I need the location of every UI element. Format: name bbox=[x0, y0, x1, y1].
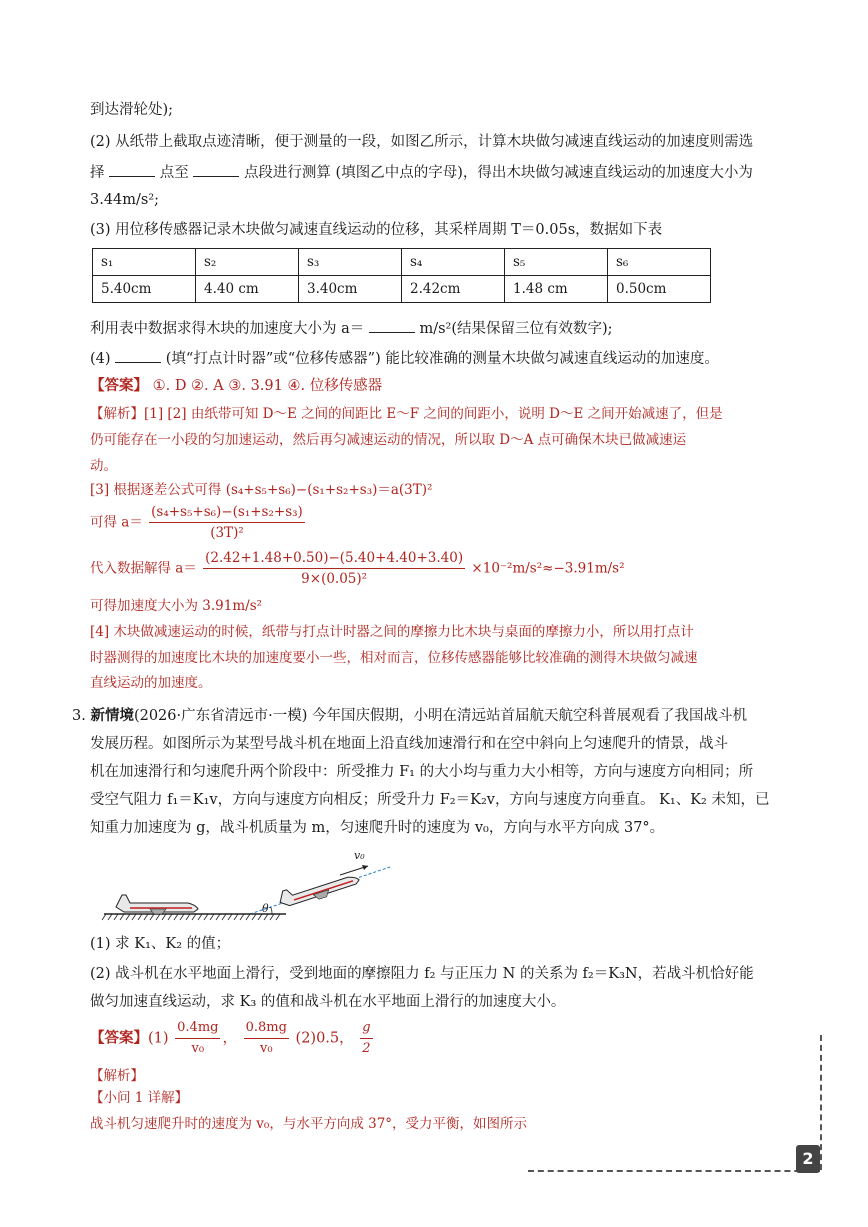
text-line: 3.44m/s²; bbox=[90, 192, 160, 208]
fraction-numerator: 0.4mg bbox=[175, 1018, 220, 1039]
theta-label: θ bbox=[262, 902, 269, 915]
text-span: (填“打点计时器”或“位移传感器”) 能比较准确的测量木块做匀减速直线运动的加速度。 bbox=[165, 351, 719, 367]
analysis-line: 【解析】[1] [2] 由纸带可知 D～E 之间的间距比 E～F 之间的间距小，说明 D～E 之间开始减速了，但是 bbox=[90, 406, 723, 422]
page-border-dashed bbox=[820, 1035, 822, 1170]
answer-blank bbox=[109, 162, 155, 177]
fraction-denominator: v₀ bbox=[259, 1041, 273, 1056]
table-cell: s₁ bbox=[93, 249, 196, 276]
table-cell: 3.40cm bbox=[299, 276, 402, 303]
ground-hatching bbox=[102, 914, 280, 920]
table-cell: s₆ bbox=[608, 249, 711, 276]
question-tag: 新情境 bbox=[90, 707, 134, 724]
formula-prefix: 代入数据解得 a＝ bbox=[90, 560, 197, 577]
table-cell: s₂ bbox=[196, 249, 299, 276]
answer-line bbox=[90, 1018, 375, 1059]
question-line: (2) 战斗机在水平地面上滑行，受到地面的摩擦阻力 f₂ 与正压力 N 的关系为 f₂＝K₃N，若战斗机恰好能 bbox=[90, 966, 754, 982]
answer-text: ①. D ②. A ③. 3.91 ④. 位移传感器 bbox=[148, 378, 383, 394]
ground-plane-icon bbox=[116, 895, 198, 914]
analysis-tag: 【解析】 bbox=[90, 1068, 144, 1084]
text-line bbox=[90, 348, 719, 369]
text-span: 点至 bbox=[159, 165, 189, 181]
question-line: 发展历程。如图所示为某型号战斗机在地面上沿直线加速滑行和在空中斜向上匀速爬升的情景，战斗 bbox=[90, 736, 728, 752]
table-cell: 4.40 cm bbox=[196, 276, 299, 303]
table-cell: s₃ bbox=[299, 249, 402, 276]
text-span: 利用表中数据求得木块的加速度大小为 a＝ bbox=[90, 321, 365, 337]
text-span: 点段进行测算 (填图乙中点的字母)，得出木块做匀减速直线运动的加速度大小为 bbox=[243, 165, 753, 181]
analysis-line: 时器测得的加速度比木块的加速度要小一些，相对而言，位移传感器能够比较准确的测得木块做匀减速 bbox=[90, 650, 698, 666]
formula-line bbox=[90, 502, 307, 543]
analysis-line: 战斗机匀速爬升时的速度为 v₀，与水平方向成 37°，受力平衡，如图所示 bbox=[90, 1116, 528, 1132]
analysis-line: [4] 木块做减速运动的时候，纸带与打点计时器之间的摩擦力比木块与桌面的摩擦力小，所以用打点计 bbox=[90, 624, 694, 640]
text-span: 择 bbox=[90, 165, 105, 181]
question-line: 机在加速滑行和匀速爬升两个阶段中：所受推力 F₁ 的大小均与重力大小相等，方向与速度方向相同；所 bbox=[90, 764, 754, 780]
subquestion-tag: 【小问 1 详解】 bbox=[90, 1090, 189, 1106]
answer-line bbox=[90, 376, 382, 396]
text-line: (3) 用位移传感器记录木块做匀减速直线运动的位移，其采样周期 T＝0.05s，数据如下表 bbox=[90, 222, 663, 238]
formula-suffix: ×10⁻²m/s²≈−3.91m/s² bbox=[471, 560, 625, 577]
fraction-numerator: g bbox=[360, 1018, 372, 1039]
analysis-line: [3] 根据逐差公式可得 (s₄+s₅+s₆)−(s₁+s₂+s₃)＝a(3T)² bbox=[90, 482, 433, 498]
text-line bbox=[90, 318, 613, 339]
formula-prefix: 可得 a＝ bbox=[90, 514, 143, 531]
analysis-line: 动。 bbox=[90, 458, 117, 474]
answer-blank bbox=[115, 348, 161, 363]
answer-blank bbox=[369, 318, 415, 333]
fraction bbox=[149, 502, 305, 543]
question-line: 受空气阻力 f₁＝K₁v，方向与速度方向相反；所受升力 F₂＝K₂v，方向与速度方向垂直。 K₁、K₂ 未知，已 bbox=[90, 792, 770, 808]
table-cell: s₅ bbox=[505, 249, 608, 276]
fraction-numerator: (s₄+s₅+s₆)−(s₁+s₂+s₃) bbox=[149, 502, 305, 523]
table-header-row bbox=[93, 249, 711, 276]
analysis-line: 可得加速度大小为 3.91m/s² bbox=[90, 598, 263, 614]
answer-text: ， bbox=[222, 1030, 237, 1047]
page-number: 2 bbox=[796, 1145, 820, 1173]
table-cell: s₄ bbox=[402, 249, 505, 276]
fighter-jet-figure bbox=[100, 845, 400, 925]
fraction bbox=[360, 1018, 372, 1059]
v0-label: v₀ bbox=[354, 849, 365, 862]
table-row bbox=[93, 276, 711, 303]
fraction-denominator: (3T)² bbox=[210, 525, 244, 541]
analysis-line: 仍可能存在一小段的匀加速运动，然后再匀减速运动的情况，所以取 D～A 点可确保木块已做减速运 bbox=[90, 432, 687, 448]
analysis-line: 直线运动的加速度。 bbox=[90, 675, 212, 691]
angle-arc bbox=[270, 907, 272, 914]
question-line bbox=[72, 706, 747, 726]
text-span: (4) bbox=[90, 351, 111, 367]
climbing-plane-icon bbox=[277, 868, 361, 911]
answer-text: (2)0.5， bbox=[295, 1030, 354, 1047]
table-cell: 0.50cm bbox=[608, 276, 711, 303]
fraction-numerator: (2.42+1.48+0.50)−(5.40+4.40+3.40) bbox=[203, 548, 465, 569]
formula-line bbox=[90, 548, 625, 589]
fraction-denominator: 9×(0.05)² bbox=[301, 571, 368, 587]
text-span: (2026·广东省清远市·一模) 今年国庆假期，小明在清远站首届航天航空科普展观看了我国战斗机 bbox=[133, 708, 747, 724]
table-cell: 5.40cm bbox=[93, 276, 196, 303]
fraction bbox=[175, 1018, 220, 1059]
answer-blank bbox=[193, 162, 239, 177]
text-line: (2) 从纸带上截取点迹清晰，便于测量的一段，如图乙所示，计算木块做匀减速直线运动的加速度则需选 bbox=[90, 134, 754, 150]
table-cell: 2.42cm bbox=[402, 276, 505, 303]
answer-text: (1) bbox=[148, 1030, 169, 1047]
answer-tag: 【答案】 bbox=[90, 1029, 148, 1047]
question-line: 知重力加速度为 g，战斗机质量为 m，匀速爬升时的速度为 v₀，方向与水平方向成 37°。 bbox=[90, 820, 665, 836]
page-border-dashed bbox=[528, 1170, 820, 1172]
data-table bbox=[92, 248, 711, 303]
fraction bbox=[244, 1018, 289, 1059]
text-line: 到达滑轮处); bbox=[90, 102, 174, 118]
fraction-denominator: 2 bbox=[362, 1041, 371, 1056]
question-number: 3. bbox=[72, 708, 86, 724]
question-line: 做匀加速直线运动，求 K₃ 的值和战斗机在水平地面上滑行的加速度大小。 bbox=[90, 994, 566, 1010]
text-line bbox=[90, 162, 753, 183]
answer-tag: 【答案】 bbox=[90, 377, 148, 394]
fraction bbox=[203, 548, 465, 589]
table-cell: 1.48 cm bbox=[505, 276, 608, 303]
fraction-denominator: v₀ bbox=[191, 1041, 205, 1056]
fraction-numerator: 0.8mg bbox=[244, 1018, 289, 1039]
text-span: m/s²(结果保留三位有效数字); bbox=[419, 321, 613, 337]
question-line: (1) 求 K₁、K₂ 的值； bbox=[90, 936, 231, 952]
